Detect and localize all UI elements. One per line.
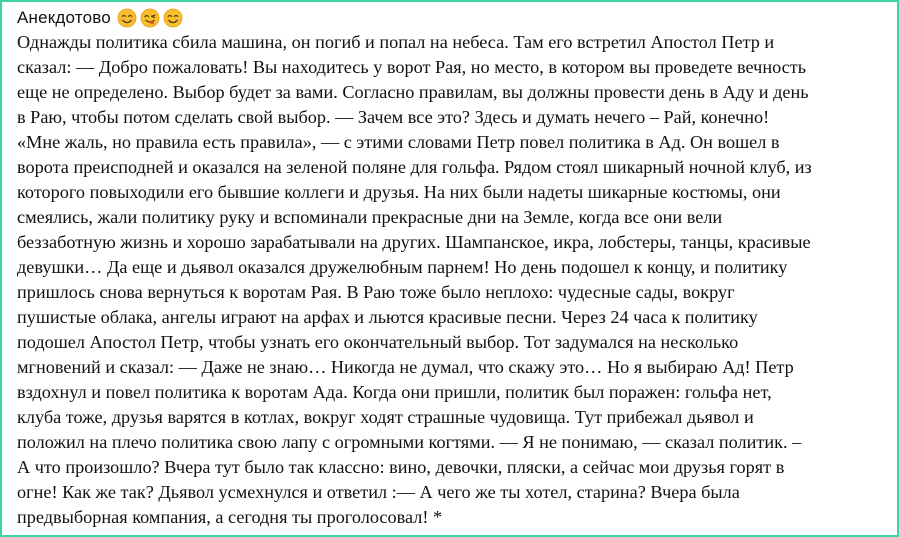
- text-line: мгновений и сказал: — Даже не знаю… Никогда не думал, что скажу это… Но я выбираю Ад! Петр: [17, 357, 794, 377]
- text-line: ворота преисподней и оказался на зеленой поляне для гольфа. Рядом стоял шикарный ночной клуб, из: [17, 157, 812, 177]
- text-line: которого повыходили его бывшие коллеги и друзья. На них были надеты шикарные костюмы, они: [17, 182, 781, 202]
- text-line: в Раю, чтобы потом сделать свой выбор. — Зачем все это? Здесь и думать нечего – Рай, конечно!: [17, 107, 770, 127]
- joke-text: [17, 30, 889, 530]
- text-line: смеялись, жали политику руку и вспоминали прекрасные дни на Земле, когда все они вели: [17, 207, 723, 227]
- post-content: [17, 5, 889, 530]
- text-line: огне! Как же так? Дьявол усмехнулся и ответил :— А чего же ты хотел, старина? Вчера была: [17, 482, 740, 502]
- text-line: вздохнул и повел политика к воротам Ада. Когда они пришли, политик был поражен: гольфа нет,: [17, 382, 772, 402]
- text-line: предвыборная компания, а сегодня ты проголосовал! *: [17, 507, 443, 527]
- post-header: [17, 5, 889, 30]
- text-line: сказал: — Добро пожаловать! Вы находитесь у ворот Рая, но место, в котором вы проведете вечность: [17, 57, 807, 77]
- text-line: положил на плечо политика свою лапу с огромными когтями. — Я не понимаю, — сказал политик. –: [17, 432, 802, 452]
- text-line: пушистые облака, ангелы играют на арфах и льются красивые песни. Через 24 часа к политику: [17, 307, 758, 327]
- emoji-group: [117, 8, 183, 28]
- text-line: еще не определено. Выбор будет за вами. Согласно правилам, вы должны провести день в Аду и день: [17, 82, 809, 102]
- text-line: А что произошло? Вчера тут было так классно: вино, девочки, пляски, а сейчас мои друзья горят в: [17, 457, 785, 477]
- smiling-face-icon: [117, 8, 137, 28]
- text-line: девушки… Да еще и дьявол оказался дружелюбным парнем! Но день подошел к концу, и политику: [17, 257, 788, 277]
- post-title: Анекдотово: [17, 8, 111, 27]
- smiling-face-icon: [163, 8, 183, 28]
- text-line: пришлось снова вернуться к воротам Рая. В Раю тоже было неплохо: чудесные сады, вокруг: [17, 282, 735, 302]
- text-line: «Мне жаль, но правила есть правила», — с этими словами Петр повел политика в Ад. Он вошел в: [17, 132, 780, 152]
- text-line: клуба тоже, друзья варятся в котлах, вокруг ходят страшные чудовища. Тут прибежал дьявол и: [17, 407, 754, 427]
- text-line: Однажды политика сбила машина, он погиб и попал на небеса. Там его встретил Апостол Петр и: [17, 32, 775, 52]
- text-line: подошел Апостол Петр, чтобы узнать его окончательный выбор. Тот задумался на несколько: [17, 332, 739, 352]
- face-savoring-food-icon: [140, 8, 160, 28]
- text-line: беззаботную жизнь и хорошо зарабатывали на других. Шампанское, икра, лобстеры, танцы, красивые: [17, 232, 811, 252]
